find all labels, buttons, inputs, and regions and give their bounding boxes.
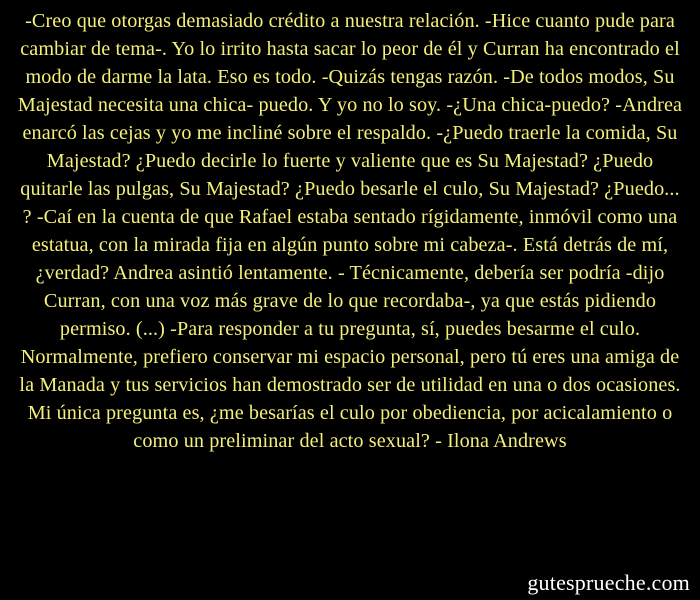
site-watermark: gutesprueche.com xyxy=(527,570,690,595)
quote-text: -Creo que otorgas demasiado crédito a nuestra relación. -Hice cuanto pude para cambiar de tema-. Yo lo irrito hasta sacar lo peor de él y Curran ha encontrado el modo de darme la lata. Eso es todo. -Quizás tengas razón. -De todos modos, Su Majestad necesita una chica- puedo. Y yo no lo soy. -¿Una chica-puedo? -Andrea enarcó las cejas y yo me incliné sobre el respaldo. -¿Puedo traerle la comida, Su Majestad? ¿Puedo decirle lo fuerte y valiente que es Su Majestad? ¿Puedo quitarle las pulgas, Su Majestad? ¿Puedo besarle el culo, Su Majestad? ¿Puedo... ? -Caí en la cuenta de que Rafael estaba sentado rígidamente, inmóvil como una estatua, con la mirada fija en algún punto sobre mi cabeza-. Está detrás de mí, ¿verdad? Andrea asintió lentamente. - Técnicamente, debería ser podría -dijo Curran, con una voz más grave de lo que recordaba-, ya que estás pidiendo permiso. (...) -Para responder a tu pregunta, sí, puedes besarme el culo. Normalmente, prefiero conservar mi espacio personal, pero tú eres una amiga de la Manada y tus servicios han demostrado ser de utilidad en una o dos ocasiones. Mi única pregunta es, ¿me besarías el culo por obediencia, por acicalamiento o como un preliminar del acto sexual? - Ilona Andrews xyxy=(17,10,683,452)
